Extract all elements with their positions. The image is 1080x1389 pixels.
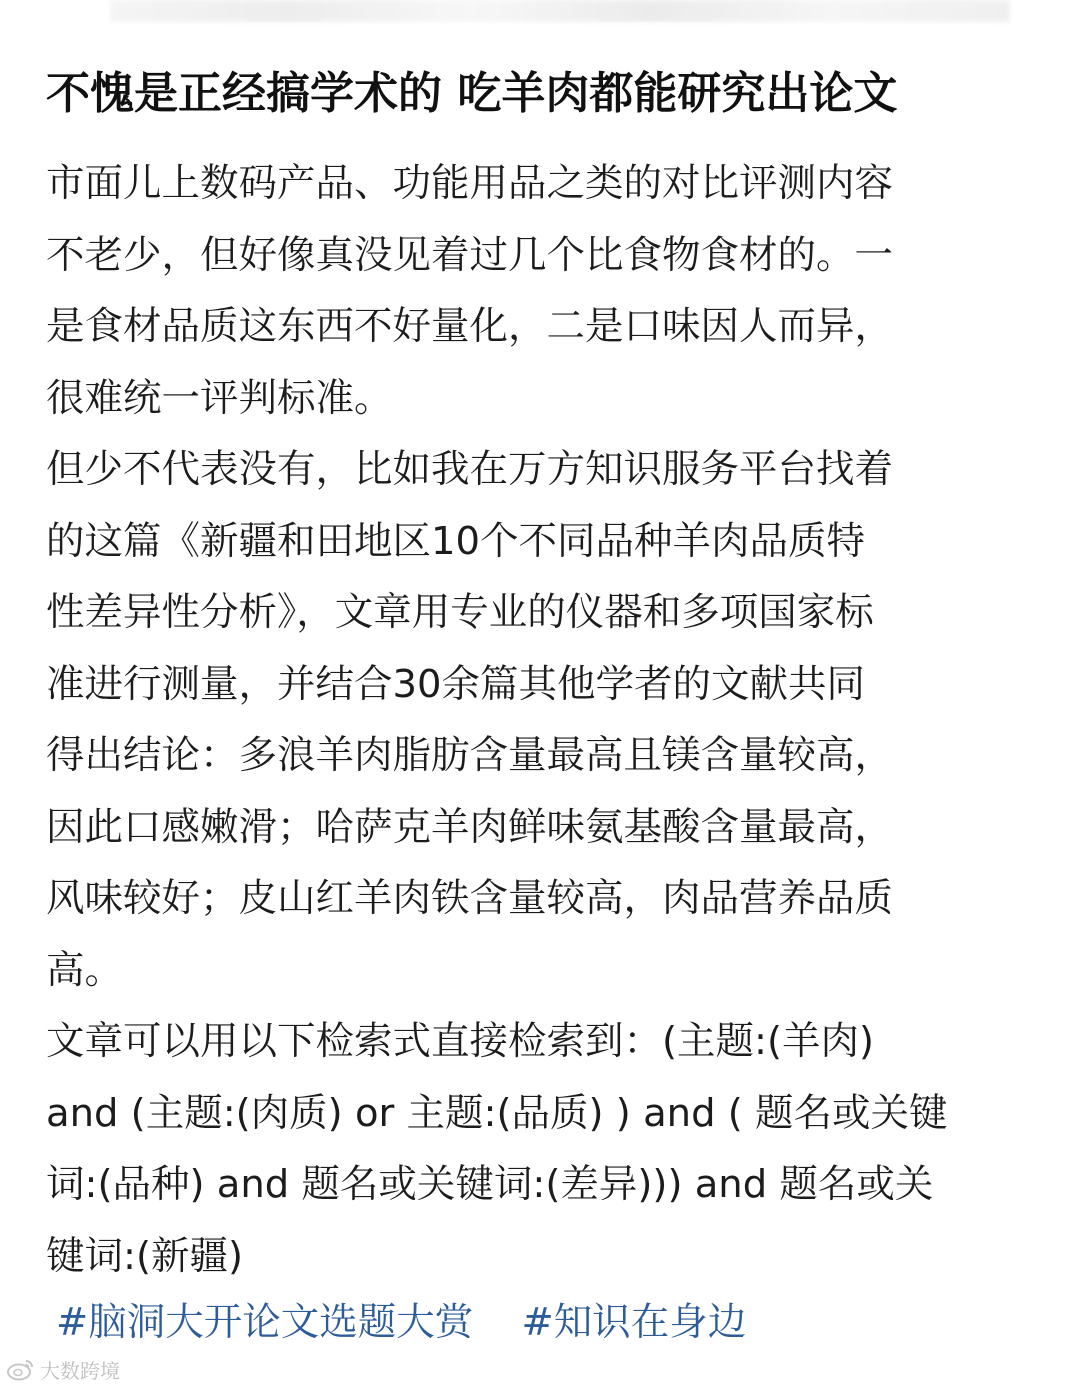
body-line: 是食材品质这东西不好量化，二是口味因人而异，: [46, 304, 894, 349]
body-line: 风味较好；皮山红羊肉铁含量较高，肉品营养品质: [46, 876, 894, 921]
body-line: 词:(品种) and 题名或关键词:(差异))) and 题名或关: [46, 1162, 934, 1207]
faded-top-text: [110, 0, 1010, 22]
body-line: 市面儿上数码产品、功能用品之类的对比评测内容: [46, 161, 894, 206]
hashtag-row: [56, 1290, 782, 1356]
hashtag-link[interactable]: #脑洞大开论文选题大赏: [56, 1300, 474, 1345]
body-line: 的这篇《新疆和田地区10个不同品种羊肉品质特: [46, 518, 865, 564]
post-body: [46, 148, 1036, 1292]
body-line: 得出结论：多浪羊肉脂肪含量最高且镁含量较高，: [46, 733, 894, 778]
post-title: 不愧是正经搞学术的 吃羊肉都能研究出论文: [46, 68, 898, 119]
watermark-text: 大数跨境: [40, 1358, 120, 1383]
body-line: 键词:(新疆): [46, 1233, 244, 1279]
body-line: 不老少，但好像真没见着过几个比食物食材的。一: [46, 232, 894, 278]
body-line: 性差异性分析》，文章用专业的仪器和多项国家标: [46, 590, 874, 635]
watermark: [6, 1353, 120, 1385]
body-line: 因此口感嫩滑；哈萨克羊肉鲜味氨基酸含量最高，: [46, 804, 894, 850]
body-line: 准进行测量，并结合30余篇其他学者的文献共同: [46, 661, 865, 707]
body-line: and (主题:(肉质) or 主题:(品质) ) and ( 题名或关键: [46, 1090, 948, 1136]
hashtag-link[interactable]: #知识在身边: [521, 1300, 747, 1345]
weibo-logo-icon: [6, 1357, 36, 1381]
body-line: 但少不代表没有，比如我在万方知识服务平台找着: [46, 447, 894, 492]
body-line: 文章可以用以下检索式直接检索到：(主题:(羊肉): [46, 1019, 875, 1064]
body-line: 高。: [46, 947, 124, 993]
body-line: 很难统一评判标准。: [46, 375, 393, 421]
